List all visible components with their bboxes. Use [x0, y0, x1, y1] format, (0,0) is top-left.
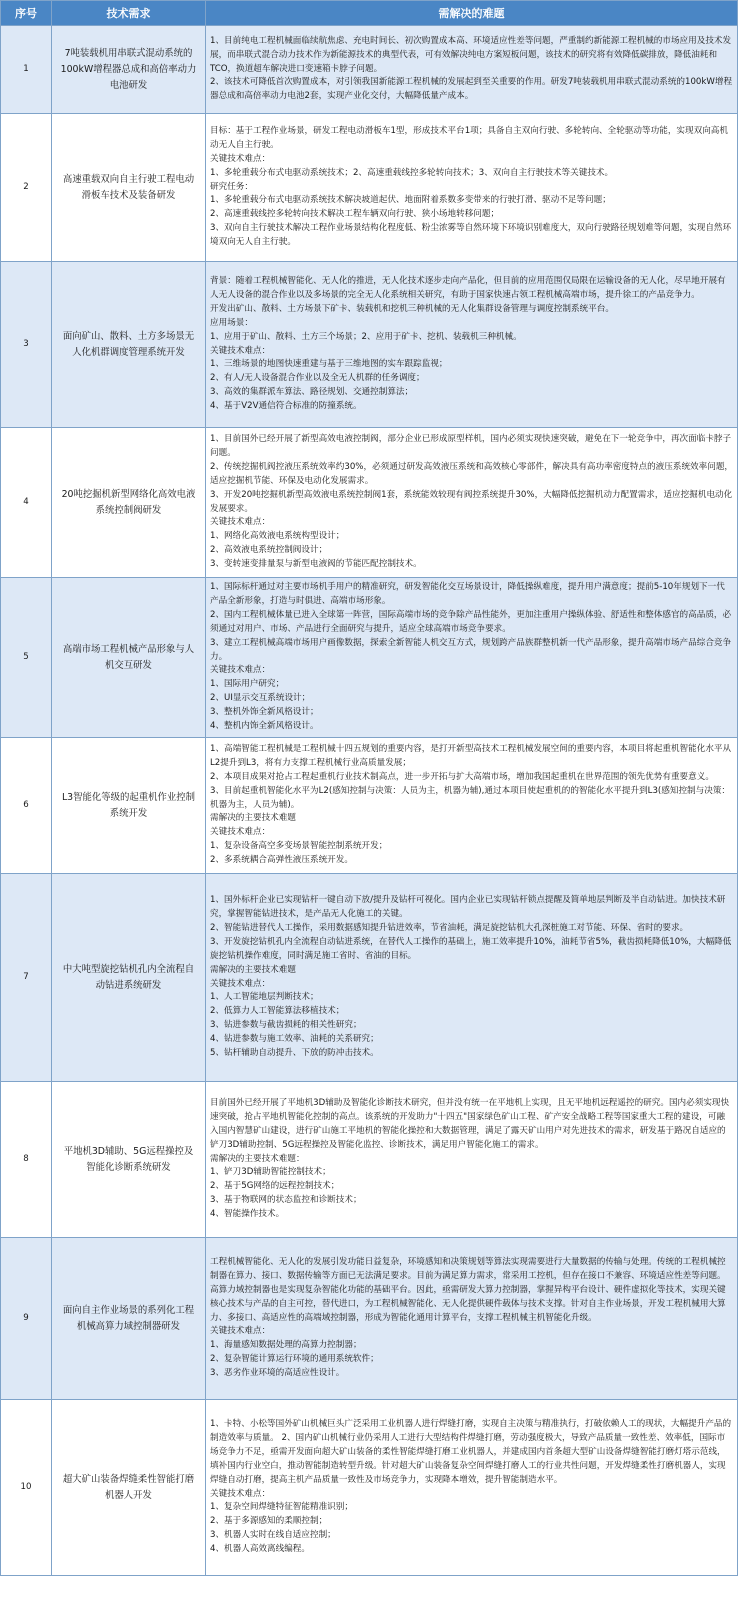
problem-line: 3、开发旋挖钻机孔内全流程自动钻进系统，在替代人工操作的基础上，施工效率提升10%，油耗节省5%，截齿损耗降低10%，大幅降低旋挖钻机操作难度，同时满足施工省时、省油的目标。	[210, 936, 732, 961]
problem-cell	[206, 428, 738, 578]
problem-line: 2、多系统耦合高弹性液压系统开发。	[210, 855, 353, 866]
problem-line: 2、高速重载线控多轮转向技术解决工程车辆双向行驶、狭小场地转移问题；	[210, 209, 500, 220]
problem-line: 1、卡特、小松等国外矿山机械巨头广泛采用工业机器人进行焊缝打磨，实现自主决策与精准执行，打破依赖人工的现状，大幅提升产品的制造效率与质量。 2、国内矿山机械行业仍采用人工进行大型结构件焊缝打磨，劳动强度极大，导致产品质量一致性差、效率低，国际市场竞争力不足，亟需开发面向超大矿山装备的柔性智能焊缝打磨工业机器人，并建成国内首条超大型矿山设备焊缝智能打磨灯塔示范线，填补国内行业空白，推动智能制造转型升级。针对超大矿山装备复杂空间焊缝打磨人工的行业共性问题，开发焊缝柔性打磨机器人，实现焊缝自动打磨，提高主机产品质量一致性及市场竞争力，实现降本增效，提升智能制造水平。	[210, 1418, 732, 1485]
problem-line: 1、多轮重载分布式电驱动系统技术；2、高速重载线控多轮转向技术；3、双向自主行驶技术等关键技术。	[210, 167, 614, 178]
problem-line: 1、国际标杆通过对主要市场机手用户的精准研究，研发智能化交互场景设计，降低操纵难度，提升用户满意度；提前5-10年规划下一代产品全新形象，打造与时俱进、高端市场形象。	[210, 582, 725, 606]
tech-requirement: 高速重载双向自主行驶工程电动滑板车技术及装备研发	[52, 114, 206, 262]
problem-cell	[206, 114, 738, 262]
problem-line: 应用场景：	[210, 317, 253, 328]
problem-line: 1、国际用户研究；	[210, 679, 285, 690]
problem-line: 2、传统挖掘机阀控液压系统效率约30%，必须通过研发高效液压系统和高效核心零部件，解决具有高功率密度特点的液压系统效率问题，适应挖掘机节能、环保及电动化发展需求。	[210, 461, 734, 486]
table-row	[1, 1400, 738, 1576]
problem-cell	[206, 738, 738, 874]
header-problem: 需解决的难题	[206, 1, 738, 26]
problem-line: 背景：随着工程机械智能化、无人化的推进，无人化技术逐步走向产品化，但目前的应用范围仅局限在运输设备的无人化，尽早地开展有人无人设备的混合作业以及多场景的完全无人化系统相关研究，有助于国家快速占领工程机械高端市场，提升徐工的产品竞争力。	[210, 275, 726, 300]
row-index: 6	[1, 738, 52, 874]
problem-line: 1、铲刀3D辅助智能控制技术；	[210, 1167, 331, 1178]
problem-line: 1、三维场景的地图快速重建与基于三维地图的实车跟踪监视；	[210, 359, 448, 370]
problem-line: 关键技术难点：	[210, 1326, 271, 1337]
problem-line: 关键技术难点：	[210, 978, 271, 989]
problem-line: 5、钻杆辅助自动提升、下放的防冲击技术。	[210, 1048, 379, 1059]
row-index: 10	[1, 1400, 52, 1576]
problem-line: 2、复杂智能计算运行环境的通用系统软件；	[210, 1354, 379, 1365]
problem-line: 研究任务：	[210, 181, 253, 192]
table-row	[1, 262, 738, 428]
problem-line: 4、基于V2V通信符合标准的防撞系统。	[210, 401, 362, 412]
problem-cell	[206, 578, 738, 738]
problem-line: 关键技术难点：	[210, 1488, 271, 1499]
row-index: 2	[1, 114, 52, 262]
problem-line: 3、双向自主行驶技术解决工程作业场景结构化程度低、粉尘浓雾等自然环境下环境识别难度大，双向行驶路径规划难等问题，实现自然环境双向无人自主行驶。	[210, 223, 732, 248]
table-row	[1, 1238, 738, 1400]
table-header-row	[1, 1, 738, 26]
table-row	[1, 874, 738, 1082]
problem-line: 1、网络化高效液电系统构型设计；	[210, 531, 345, 542]
tech-requirement: 20吨挖掘机新型网络化高效电液系统控制阀研发	[52, 428, 206, 578]
problem-line: 开发出矿山、散料、土方场景下矿卡、装载机和挖机三种机械的无人化集群设备管理与调度控制系统平台。	[210, 303, 614, 314]
problem-cell	[206, 26, 738, 114]
problem-line: 目前国外已经开展了平地机3D辅助及智能化诊断技术研究，但并没有统一在平地机上实现，且无平地机远程遥控的研究。国内必须实现快速突破，抢占平地机智能化控制的高点。该系统的开发助力"十四五"国家绿色矿山工程、矿产安全战略工程等国家重大工程的建设，可融入国内智慧矿山建设，进行矿山施工平地机的智能化操控和大数据管理，满足了露天矿山用户对先进技术的需求，研发基于路况自适应的铲刀3D辅助控制、5G远程操控及智能化监控、诊断技术，满足用户智能化施工的需求。	[210, 1097, 730, 1150]
problem-line: 3、建立工程机械高端市场用户画像数据，探索全新智能人机交互方式，规划跨产品族群整机新一代产品形象，提升高端市场产品综合竞争力。	[210, 637, 732, 662]
problem-line: 3、整机外饰全新风格设计；	[210, 707, 319, 718]
problem-line: 关键技术难点：	[210, 153, 271, 164]
table-row	[1, 114, 738, 262]
problem-line: 3、钻进参数与截齿损耗的相关性研究；	[210, 1020, 362, 1031]
problem-line: 3、目前起重机智能化水平为L2(感知控制与决策：人员为主，机器为辅),通过本项目使起重机的的智能化水平提升到L3(感知控制与决策：机器为主，人员为辅)。	[210, 785, 731, 810]
row-index: 5	[1, 578, 52, 738]
problem-line: 3、恶劣作业环境的高适应性设计。	[210, 1368, 345, 1379]
problem-line: 1、复杂设备高空多变场景智能控制系统开发；	[210, 841, 388, 852]
problem-line: 1、多轮重载分布式电驱动系统技术解决坡道起伏、地面附着系数多变带来的行驶打滑、驱动不足等问题；	[210, 195, 611, 206]
problem-cell	[206, 1400, 738, 1576]
problem-line: 2、UI显示交互系统设计；	[210, 693, 311, 704]
tech-requirement: 平地机3D辅助、5G远程操控及智能化诊断系统研发	[52, 1082, 206, 1238]
problem-line: 4、钻进参数与施工效率、油耗的关系研究；	[210, 1034, 379, 1045]
problem-line: 1、海量感知数据处理的高算力控制器；	[210, 1340, 362, 1351]
problem-line: 1、目前纯电工程机械面临续航焦虑、充电时间长、初次购置成本高、环境适应性差等问题，严重制约新能源工程机械的市场应用及技术发展，而串联式混合动力技术作为新能源技术的典型代表，可有效解决纯电方案短板问题，该技术的研究将有效降低碳排放，降低油耗和TCO，换道超车解决进口变速箱卡脖子问题。	[210, 35, 732, 74]
problem-line: 2、该技术可降低首次购置成本，对引领我国新能源工程机械的发展起到至关重要的作用。研发7吨装载机用串联式混动系统的100kW增程器总成和高倍率动力电池2套，实现产业化交付，大幅降低量产成本。	[210, 77, 733, 102]
row-index: 8	[1, 1082, 52, 1238]
row-index: 7	[1, 874, 52, 1082]
problem-line: 2、高效液电系统控制阀设计；	[210, 545, 328, 556]
problem-line: 1、人工智能地层判断技术；	[210, 992, 319, 1003]
tech-requirement: 中大吨型旋挖钻机孔内全流程自动钻进系统研发	[52, 874, 206, 1082]
problem-line: 需解决的主要技术难题：	[210, 1153, 305, 1164]
problem-cell	[206, 1238, 738, 1400]
problem-line: 目标：基于工程作业场景，研发工程电动滑板车1型，形成技术平台1项；具备自主双向行驶、多轮转向、全轮驱动等功能，实现双向高机动无人自主行驶。	[210, 125, 728, 150]
problem-line: 3、开发20吨挖掘机新型高效液电系统控制阀1套，系统能效较现有阀控系统提升30%，大幅降低挖掘机动力配置需求，适应挖掘机电动化发展要求。	[210, 489, 733, 514]
table-row	[1, 1082, 738, 1238]
problem-line: 关键技术难点：	[210, 517, 271, 528]
problem-line: 1、国外标杆企业已实现钻杆一键自动下放/提升及钻杆可视化。国内企业已实现钻杆锁点提醒及简单地层判断及半自动钻进。加快技术研究，掌握智能钻进技术，是产品无人化施工的关键。	[210, 895, 726, 919]
problem-line: 关键技术难点：	[210, 665, 271, 676]
problem-line: 工程机械智能化、无人化的发展引发功能日益复杂，环境感知和决策规划等算法实现需要进行大量数据的传输与处理。传统的工程机械控制器在算力、接口、数据传输等方面已无法满足要求。目前为满足算力需求，常采用工控机，但存在接口不兼容、环境适应性差等问题。高算力域控制器也是实现复杂智能化功能的基础平台。因此，亟需研发大算力控制器，掌握异构平台设计、硬件虚拟化等技术，实现关键核心技术与产品的自主可控，替代进口，为工程机械智能化、无人化提供硬件载体与技术支撑。针对自主作业场景，开发工程机械用大算力、多接口、高适应性的高端域控制器，形成为智能化通用计算平台，支撑工程机械主机智能化升级。	[210, 1256, 726, 1323]
problem-line: 1、高端智能工程机械是工程机械十四五规划的重要内容，是打开新型高技术工程机械发展空间的重要内容，本项目将起重机智能化水平从L2提升到L3，将有力支撑工程机械行业高质量发展；	[210, 743, 732, 768]
problem-line: 需解决的主要技术难题	[210, 813, 296, 824]
problem-line: 3、基于物联网的状态监控和诊断技术；	[210, 1195, 362, 1206]
problem-line: 4、机器人高效离线编程。	[210, 1544, 310, 1555]
row-index: 9	[1, 1238, 52, 1400]
row-index: 1	[1, 26, 52, 114]
table-row	[1, 738, 738, 874]
problem-line: 2、本项目成果对抢占工程起重机行业技术制高点，进一步开拓与扩大高端市场，增加我国起重机在世界范围的领先优势有重要意义。	[210, 771, 714, 782]
tech-requirement: 超大矿山装备焊缝柔性智能打磨机器人开发	[52, 1400, 206, 1576]
row-index: 3	[1, 262, 52, 428]
problem-line: 1、目前国外已经开展了新型高效电液控制阀，部分企业已形成原型样机，国内必须实现快速突破，避免在下一轮竞争中，再次面临卡脖子问题。	[210, 433, 732, 458]
problem-line: 3、高效的集群派车算法、路径规划、交通控制算法；	[210, 387, 414, 398]
problem-line: 2、基于多源感知的柔顺控制；	[210, 1516, 328, 1527]
problem-line: 2、基于5G网络的远程控制技术；	[210, 1181, 340, 1192]
tech-requirement: 高端市场工程机械产品形象与人机交互研发	[52, 578, 206, 738]
table-row	[1, 26, 738, 114]
problem-cell	[206, 1082, 738, 1238]
problem-line: 3、变转速变排量泵与新型电液阀的节能匹配控制技术。	[210, 559, 422, 570]
tech-requirement: 面向矿山、散料、土方多场景无人化机群调度管理系统开发	[52, 262, 206, 428]
header-index: 序号	[1, 1, 52, 26]
problem-line: 关键技术难点：	[210, 345, 271, 356]
row-index: 4	[1, 428, 52, 578]
problem-line: 关键技术难点：	[210, 827, 271, 838]
problem-line: 2、智能钻进替代人工操作，采用数据感知提升钻进效率，节省油耗，满足旋挖钻机大孔深桩施工对节能、环保、省时的要求。	[210, 922, 689, 933]
problem-line: 2、国内工程机械体量已进入全球第一阵营，国际高端市场的竞争除产品性能外，更加注重用户操纵体验、舒适性和整体感官的高品质，必须通过对用户、市场、产品进行全面研究与提升，适应全球高端市场竞争要求。	[210, 609, 732, 634]
problem-line: 4、整机内饰全新风格设计。	[210, 721, 319, 732]
table-row	[1, 578, 738, 738]
problem-line: 1、应用于矿山、散料、土方三个场景；2、应用于矿卡、挖机、装载机三种机械。	[210, 331, 522, 342]
tech-requirement: 7吨装载机用串联式混动系统的100kW增程器总成和高倍率动力电池研发	[52, 26, 206, 114]
header-tech: 技术需求	[52, 1, 206, 26]
problem-cell	[206, 874, 738, 1082]
problem-line: 3、机器人实时在线自适应控制；	[210, 1530, 336, 1541]
problem-line: 1、复杂空间焊缝特征智能精准识别；	[210, 1502, 353, 1513]
problem-line: 需解决的主要技术难题	[210, 964, 296, 975]
problem-line: 2、低算力人工智能算法移植技术；	[210, 1006, 345, 1017]
table-row	[1, 428, 738, 578]
problem-line: 4、智能操作技术。	[210, 1209, 285, 1220]
table-body	[1, 26, 738, 1576]
tech-requirement: L3智能化等级的起重机作业控制系统开发	[52, 738, 206, 874]
problem-cell	[206, 262, 738, 428]
tech-requirement: 面向自主作业场景的系列化工程机械高算力域控制器研发	[52, 1238, 206, 1400]
problem-line: 2、有人/无人设备混合作业以及全无人机群的任务调度；	[210, 373, 425, 384]
